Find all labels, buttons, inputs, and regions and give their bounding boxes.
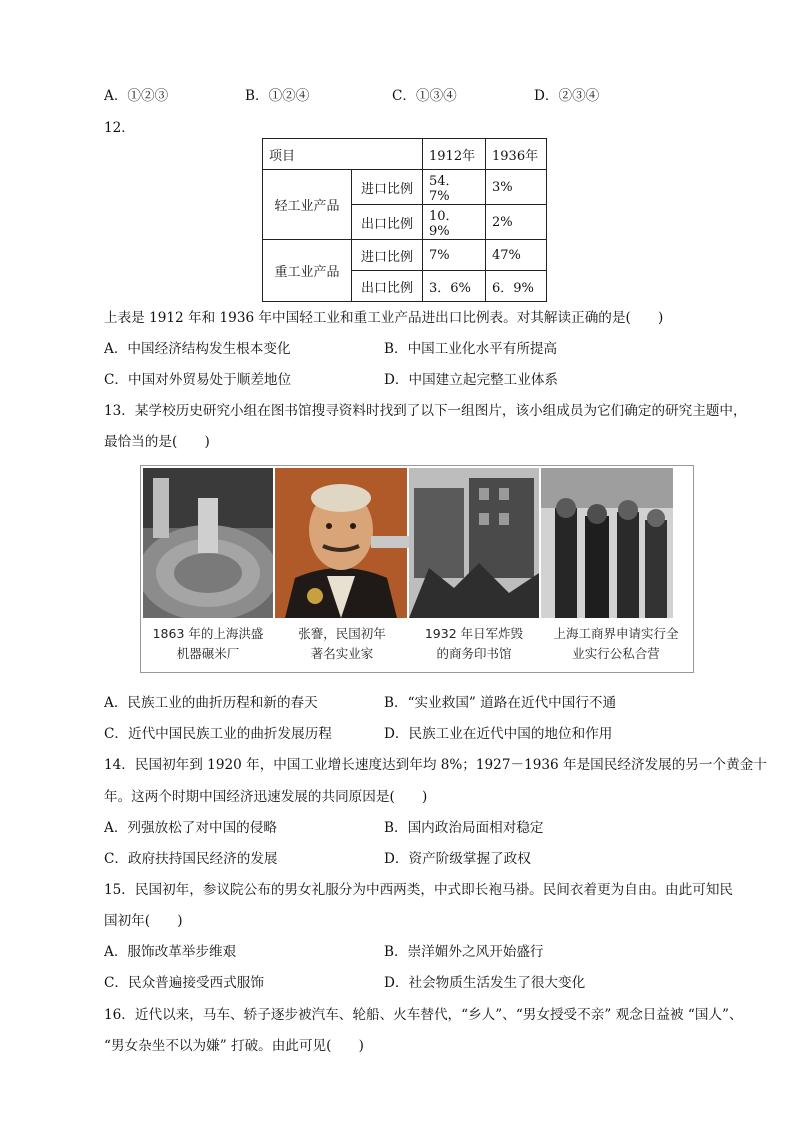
table-header-1912: 1912年: [423, 139, 486, 170]
q12-trade-table: [262, 138, 547, 302]
q15-option-c: C．民众普遍接受西式服饰: [104, 975, 264, 991]
q11-option-a: A．①②③: [104, 88, 169, 104]
table-cell: 54．7%: [423, 170, 486, 205]
q14-stem-line1: 14．民国初年到 1920 年，中国工业增长速度达到年均 8%；1927－1936 年是国民经济发展的另一个黄金十: [104, 757, 767, 773]
table-cell: 7%: [423, 240, 486, 271]
table-group-heavy: 重工业产品: [263, 240, 352, 302]
q15-stem-line1: 15．民国初年，参议院公布的男女礼服分为中西两类，中式即长袍马褂。民间衣着更为自由。由此可知民: [104, 882, 734, 898]
table-row-label: 出口比例: [352, 205, 423, 240]
caption-public-private: [539, 624, 693, 664]
q13-option-a: A．民族工业的曲折历程和新的春天: [104, 695, 318, 711]
table-cell: 6．9%: [486, 271, 547, 302]
table-header-item: 项目: [263, 139, 423, 170]
photo-public-private-parade: [541, 468, 673, 618]
q14-stem-line2: 年。这两个时期中国经济迅速发展的共同原因是( ): [104, 789, 428, 805]
caption-line: 机器碾米厂: [176, 646, 240, 661]
table-cell: 3．6%: [423, 271, 486, 302]
q12-number: 12．: [104, 120, 135, 136]
q13-options-row2: [104, 722, 724, 744]
caption-rice-mill: [141, 624, 275, 664]
q13-option-c: C．近代中国民族工业的曲折发展历程: [104, 726, 332, 742]
q15-stem-line2: 国初年( ): [104, 913, 183, 929]
caption-line: 著名实业家: [310, 646, 374, 661]
q13-stem-line1: 13．某学校历史研究小组在图书馆搜寻资料时找到了以下一组图片，该小组成员为它们确定的研究主题中，: [104, 403, 747, 419]
table-row-label: 出口比例: [352, 271, 423, 302]
caption-line: 的商务印书馆: [436, 646, 512, 661]
q16-stem-line1: 16．近代以来，马车、轿子逐步被汽车、轮船、火车替代，“乡人”、“男女授受不亲” 观念日益被 “国人”、: [104, 1007, 743, 1023]
q14-option-d: D．资产阶级掌握了政权: [384, 851, 531, 867]
q11-option-c: C．①③④: [392, 88, 457, 104]
table-cell: 47%: [486, 240, 547, 271]
table-header-row: [263, 139, 547, 170]
q14-options-row2: [104, 847, 724, 869]
table-row-label: 进口比例: [352, 240, 423, 271]
table-cell: 10．9%: [423, 205, 486, 240]
q15-options-row1: [104, 940, 724, 962]
q12-option-a: A．中国经济结构发生根本变化: [104, 341, 291, 357]
caption-line: 1863 年的上海洪盛: [152, 626, 264, 641]
q15-option-a: A．服饰改革举步维艰: [104, 944, 237, 960]
q14-option-a: A．列强放松了对中国的侵略: [104, 820, 277, 836]
q11-option-d: D．②③④: [534, 88, 600, 104]
photo-bombed-press: [409, 468, 539, 618]
caption-zhang-jian: [275, 624, 409, 664]
q11-option-b: B．①②④: [245, 88, 310, 104]
q13-stem-line2: 最恰当的是( ): [104, 434, 210, 450]
q15-options-row2: [104, 971, 724, 993]
table-row: [263, 170, 547, 205]
q13-option-d: D．民族工业在近代中国的地位和作用: [384, 726, 613, 742]
caption-line: 张謇，民国初年: [298, 626, 386, 641]
caption-line: 业实行公私合营: [572, 646, 660, 661]
q12-stem: 上表是 1912 年和 1936 年中国轻工业和重工业产品进出口比例表。对其解读正确的是( ): [104, 310, 664, 326]
q12-option-b: B．中国工业化水平有所提高: [384, 341, 558, 357]
q12-options-row2: [104, 368, 724, 390]
q13-options-row1: [104, 691, 724, 713]
q14-option-b: B．国内政治局面相对稳定: [384, 820, 544, 836]
q14-option-c: C．政府扶持国民经济的发展: [104, 851, 278, 867]
q12-option-c: C．中国对外贸易处于顺差地位: [104, 372, 292, 388]
q13-photo-strip: [140, 465, 694, 673]
q13-option-b: B．“实业救国” 道路在近代中国行不通: [384, 695, 617, 711]
q12-option-d: D．中国建立起完整工业体系: [384, 372, 559, 388]
table-cell: 3%: [486, 170, 547, 205]
table-row-label: 进口比例: [352, 170, 423, 205]
q14-options-row1: [104, 816, 724, 838]
table-cell: 2%: [486, 205, 547, 240]
q12-options-row1: [104, 337, 724, 359]
table-header-1936: 1936年: [486, 139, 547, 170]
caption-line: 1932 年日军炸毁: [424, 626, 524, 641]
q11-options: [104, 84, 724, 106]
q15-option-b: B．崇洋媚外之风开始盛行: [384, 944, 544, 960]
table-group-light: 轻工业产品: [263, 170, 352, 240]
caption-line: 上海工商界申请实行全: [553, 626, 679, 641]
caption-bombed-press: [407, 624, 541, 664]
q16-stem-line2: “男女杂坐不以为嫌” 打破。由此可见( ): [104, 1038, 364, 1054]
table-row: [263, 240, 547, 271]
q15-option-d: D．社会物质生活发生了很大变化: [384, 975, 586, 991]
photo-rice-mill: [143, 468, 273, 618]
